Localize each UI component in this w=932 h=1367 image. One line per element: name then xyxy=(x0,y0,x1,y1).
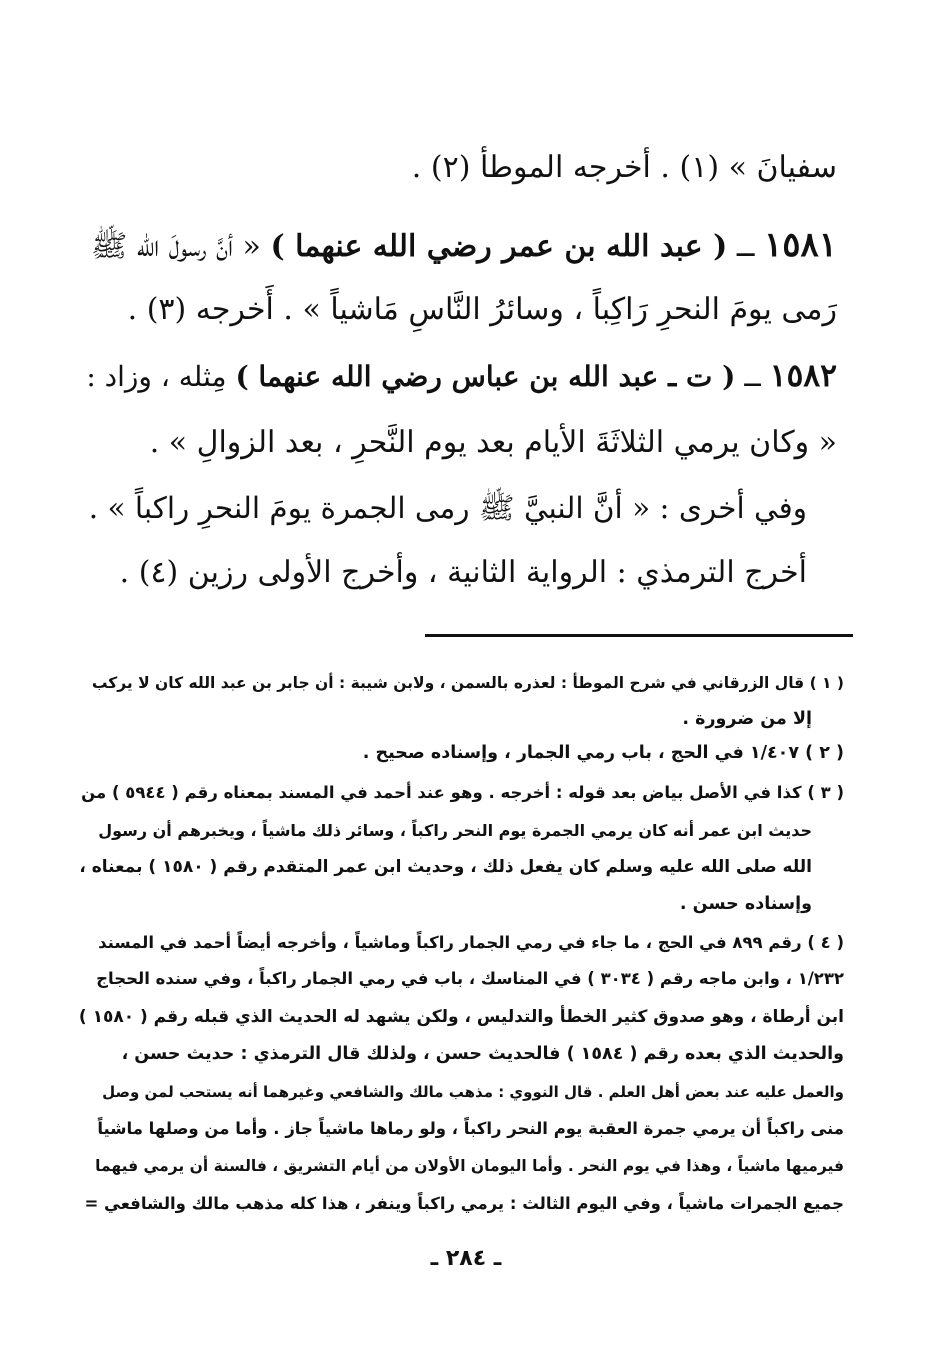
dash: ــ xyxy=(744,360,761,393)
footnote-2-line-1: ( ٢ ) ١/٤٠٧ في الحج ، باب رمي الجمار ، وإسناده صحيح . xyxy=(362,743,844,763)
hadith-number: ١٥٨١ xyxy=(763,225,837,265)
text-span: وفي أخرى : « أنَّ النبيَّ ﷺ رمى الجمرة يومَ النحرِ راكباً » . xyxy=(88,491,807,525)
hadith-1582 xyxy=(86,358,837,394)
footnote-3-line-1: ( ٣ ) كذا في الأصل بياض بعد قوله : أخرجه . وهو عند أحمد في المسند بمعناه رقم ( ٥٩٤٤ ) من xyxy=(81,783,844,802)
footnote-1-line-1: ( ١ ) قال الزرقاني في شرح الموطأ : لعذره بالسمن ، ولابن شيبة : أن جابر بن عبد الله كان لا يركب xyxy=(91,674,844,692)
hadith-text: « أنَّ رسولَ الله ﷺ xyxy=(90,229,261,264)
dash: ــ xyxy=(736,229,755,264)
hadith-number: ١٥٨٢ xyxy=(769,358,837,394)
footnote-1-line-2: إلا من ضرورة . xyxy=(682,709,812,729)
text-line-6 xyxy=(89,490,807,533)
text-line-3 xyxy=(128,292,837,327)
footnote-4-line-3: ابن أرطاة ، وهو صدوق كثير الخطأ والتدليس ، ولكن يشهد له الحديث الذي قبله رقم ( ١٥٨٠ ) xyxy=(78,1007,844,1027)
footnote-3-line-2: حديث ابن عمر أنه كان يرمي الجمرة يوم النحر راكباً ، وسائر ذلك ماشياً ، ويخبرهم أن رسول xyxy=(98,821,812,840)
hadith-1581 xyxy=(91,225,837,271)
footnote-3-line-3: الله صلى الله عليه وسلم كان يفعل ذلك ، وحديث ابن عمر المتقدم رقم ( ١٥٨٠ ) بمعناه ، xyxy=(79,857,812,877)
footnote-4-line-8: جميع الجمرات ماشياً ، وفي اليوم الثالث : يرمي راكباً وينفر ، هذا كله مذهب مالك والشافعي = xyxy=(84,1194,844,1213)
footnote-4-line-5: والعمل عليه عند بعض أهل العلم . قال النووي : مذهب مالك والشافعي وغيرهما أنه يستحب لمن وصل xyxy=(102,1083,844,1101)
footnote-4-line-4: والحديث الذي بعده رقم ( ١٥٨٤ ) فالحديث حسن ، ولذلك قال الترمذي : حديث حسن ، xyxy=(121,1044,844,1064)
hadith-text: مِثله ، وزاد : xyxy=(86,360,227,393)
footnote-3-line-4: وإسناده حسن . xyxy=(679,894,812,914)
text-line-1 xyxy=(412,150,837,185)
text-line-5 xyxy=(150,425,837,460)
text-span: رَمى يومَ النحرِ رَاكِباً ، وسائرُ النَّاسِ مَاشياً » . أَخرجه (٣) . xyxy=(127,292,837,327)
page-number: ـ ٢٨٤ ـ xyxy=(430,1246,502,1271)
text-span: « وكان يرمي الثلاثَةَ الأيام بعد يوم النَّحرِ ، بعد الزوالِ » . xyxy=(149,425,837,460)
narrator: ( عبد الله بن عمر رضي الله عنهما ) xyxy=(270,229,728,264)
footnote-divider xyxy=(425,634,853,637)
footnote-4-line-1: ( ٤ ) رقم ٨٩٩ في الحج ، ما جاء في رمي الجمار راكباً وماشياً ، وأخرجه أيضاً أحمد في المسند xyxy=(98,933,844,952)
footnote-4-line-6: منى راكباً أن يرمي جمرة العقبة يوم النحر راكباً ، ولو رماها ماشياً جاز . وأما من وصلها ماشياً xyxy=(97,1119,844,1138)
text-span: سفيانَ » (١) . أخرجه الموطأ (٢) . xyxy=(411,150,837,185)
footnote-4-line-7: فيرميها ماشياً ، وهذا في يوم النحر . وأما اليومان الأولان من أيام التشريق ، فالسنة أن يرمي فيهما xyxy=(95,1157,844,1175)
text-line-7 xyxy=(120,555,807,590)
footnote-4-line-2: ١/٢٣٢ ، وابن ماجه رقم ( ٣٠٣٤ ) في المناسك ، باب في رمي الجمار راكباً ، وفي سنده الحجاج xyxy=(96,969,844,988)
narrator: ( ت ـ عبد الله بن عباس رضي الله عنهما ) xyxy=(235,360,736,393)
text-span: أخرج الترمذي : الرواية الثانية ، وأخرج الأولى رزين (٤) . xyxy=(119,555,807,590)
